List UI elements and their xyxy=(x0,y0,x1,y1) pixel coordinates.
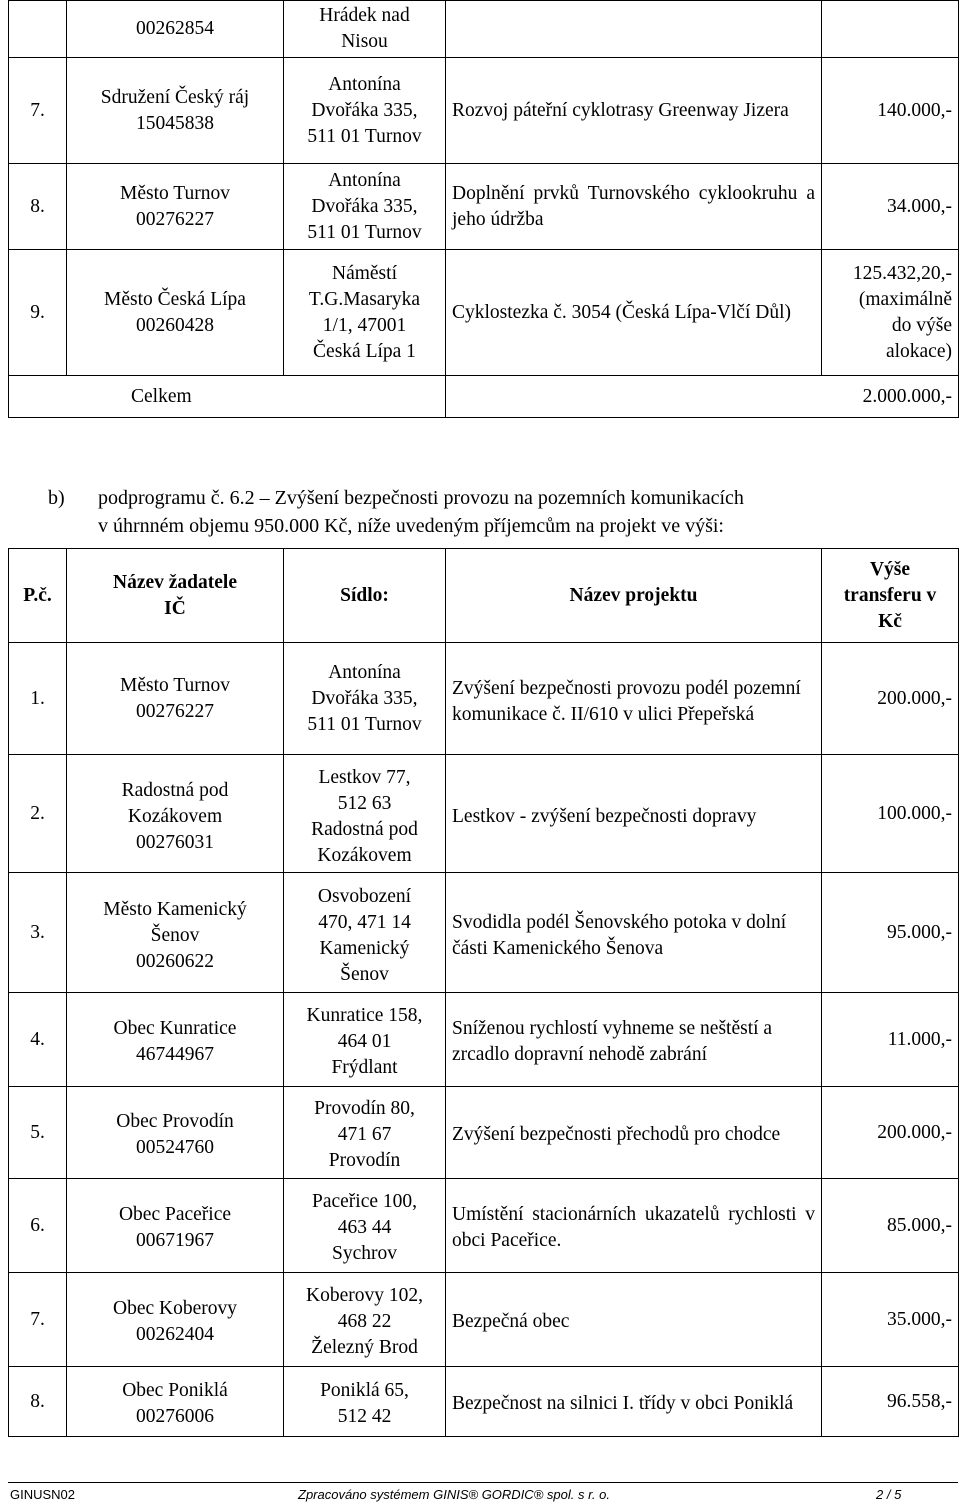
applicant-name: Město Kamenický Šenov 00260622 xyxy=(67,873,284,993)
row-number: 9. xyxy=(9,250,67,376)
applicant-address: Antonína Dvořáka 335, 511 01 Turnov xyxy=(284,58,446,164)
recipients-table xyxy=(8,548,959,1437)
table-row xyxy=(9,1273,959,1367)
project-name: Bezpečná obec xyxy=(446,1273,822,1367)
transfer-amount: 140.000,- xyxy=(822,58,959,164)
table-row xyxy=(9,1087,959,1179)
section-label: b) xyxy=(48,487,65,509)
row-number: 7. xyxy=(9,58,67,164)
project-name: Zvýšení bezpečnosti přechodů pro chodce xyxy=(446,1087,822,1179)
applicant-address: Koberovy 102, 468 22 Železný Brod xyxy=(284,1273,446,1367)
project-name: Sníženou rychlostí vyhneme se neštěstí a zrcadlo dopravní nehodě zabrání xyxy=(446,993,822,1087)
applicant-address: Náměstí T.G.Masaryka 1/1, 47001 Česká Lípa 1 xyxy=(284,250,446,376)
project-name: Umístění stacionárních ukazatelů rychlosti v obci Paceřice. xyxy=(446,1179,822,1273)
applicant-address: Paceřice 100, 463 44 Sychrov xyxy=(284,1179,446,1273)
applicant-name: Obec Koberovy 00262404 xyxy=(67,1273,284,1367)
applicant-address: Antonína Dvořáka 335, 511 01 Turnov xyxy=(284,643,446,755)
table-row xyxy=(9,755,959,873)
table-row xyxy=(9,1367,959,1437)
row-number: 8. xyxy=(9,164,67,250)
applicant-name: 00262854 xyxy=(67,1,284,58)
transfer-amount: 85.000,- xyxy=(822,1179,959,1273)
table-row xyxy=(9,873,959,993)
applicant-name: Obec Poniklá 00276006 xyxy=(67,1367,284,1437)
applicant-address: Provodín 80, 471 67 Provodín xyxy=(284,1087,446,1179)
applicant-name: Město Turnov 00276227 xyxy=(67,164,284,250)
transfer-amount: 95.000,- xyxy=(822,873,959,993)
project-name: Lestkov - zvýšení bezpečnosti dopravy xyxy=(446,755,822,873)
section-text: podprogramu č. 6.2 – Zvýšení bezpečnosti provozu na pozemních komunikacích v úhrnném objemu 950.000 Kč, níže uvedeným příjemcům na projekt ve výši: xyxy=(98,487,744,537)
row-number: 7. xyxy=(9,1273,67,1367)
total-label: Celkem xyxy=(9,376,446,418)
project-name: Zvýšení bezpečnosti provozu podél pozemní komunikace č. II/610 v ulici Přepeřská xyxy=(446,643,822,755)
header-address: Sídlo: xyxy=(284,549,446,643)
header-project: Název projektu xyxy=(446,549,822,643)
applicant-address: Lestkov 77, 512 63 Radostná pod Kozákovem xyxy=(284,755,446,873)
total-amount: 2.000.000,- xyxy=(446,376,959,418)
transfer-amount: 125.432,20,- (maximálně do výše alokace) xyxy=(822,250,959,376)
applicant-name: Sdružení Český ráj 15045838 xyxy=(67,58,284,164)
project-name xyxy=(446,1,822,58)
header-applicant: Název žadatele IČ xyxy=(67,549,284,643)
row-number: 1. xyxy=(9,643,67,755)
page-footer xyxy=(8,1482,958,1502)
page-number: 2 / 5 xyxy=(876,1487,902,1502)
project-name: Bezpečnost na silnici I. třídy v obci Poniklá xyxy=(446,1367,822,1437)
header-amount: Výše transferu v Kč xyxy=(822,549,959,643)
row-number: 5. xyxy=(9,1087,67,1179)
processed-by: Zpracováno systémem GINIS® GORDIC® spol. s r. o. xyxy=(298,1487,610,1502)
transfer-amount: 34.000,- xyxy=(822,164,959,250)
transfer-amount xyxy=(822,1,959,58)
applicant-address: Hrádek nad Nisou xyxy=(284,1,446,58)
document-code: GINUSN02 xyxy=(10,1487,76,1502)
row-number: 6. xyxy=(9,1179,67,1273)
transfer-amount: 35.000,- xyxy=(822,1273,959,1367)
table-row xyxy=(9,164,959,250)
project-name: Svodidla podél Šenovského potoka v dolní části Kamenického Šenova xyxy=(446,873,822,993)
transfer-amount: 200.000,- xyxy=(822,643,959,755)
row-number: 2. xyxy=(9,755,67,873)
allocation-table-continued xyxy=(8,0,959,418)
applicant-name: Obec Kunratice 46744967 xyxy=(67,993,284,1087)
transfer-amount: 100.000,- xyxy=(822,755,959,873)
table-row xyxy=(9,58,959,164)
transfer-amount: 11.000,- xyxy=(822,993,959,1087)
applicant-address: Poniklá 65, 512 42 xyxy=(284,1367,446,1437)
row-number: 8. xyxy=(9,1367,67,1437)
total-row xyxy=(9,376,959,418)
project-name: Cyklostezka č. 3054 (Česká Lípa-Vlčí Důl) xyxy=(446,250,822,376)
row-number xyxy=(9,1,67,58)
applicant-name: Město Turnov 00276227 xyxy=(67,643,284,755)
table-row xyxy=(9,250,959,376)
applicant-name: Obec Provodín 00524760 xyxy=(67,1087,284,1179)
applicant-address: Kunratice 158, 464 01 Frýdlant xyxy=(284,993,446,1087)
project-name: Doplnění prvků Turnovského cyklookruhu a jeho údržba xyxy=(446,164,822,250)
applicant-name: Radostná pod Kozákovem 00276031 xyxy=(67,755,284,873)
applicant-name: Město Česká Lípa 00260428 xyxy=(67,250,284,376)
transfer-amount: 96.558,- xyxy=(822,1367,959,1437)
project-name: Rozvoj páteřní cyklotrasy Greenway Jizera xyxy=(446,58,822,164)
table-row xyxy=(9,993,959,1087)
header-number: P.č. xyxy=(9,549,67,643)
row-number: 3. xyxy=(9,873,67,993)
transfer-amount: 200.000,- xyxy=(822,1087,959,1179)
table-row xyxy=(9,1179,959,1273)
applicant-name: Obec Paceřice 00671967 xyxy=(67,1179,284,1273)
table-row xyxy=(9,643,959,755)
applicant-address: Osvobození 470, 471 14 Kamenický Šenov xyxy=(284,873,446,993)
table-header-row xyxy=(9,549,959,643)
table-row xyxy=(9,1,959,58)
row-number: 4. xyxy=(9,993,67,1087)
applicant-address: Antonína Dvořáka 335, 511 01 Turnov xyxy=(284,164,446,250)
